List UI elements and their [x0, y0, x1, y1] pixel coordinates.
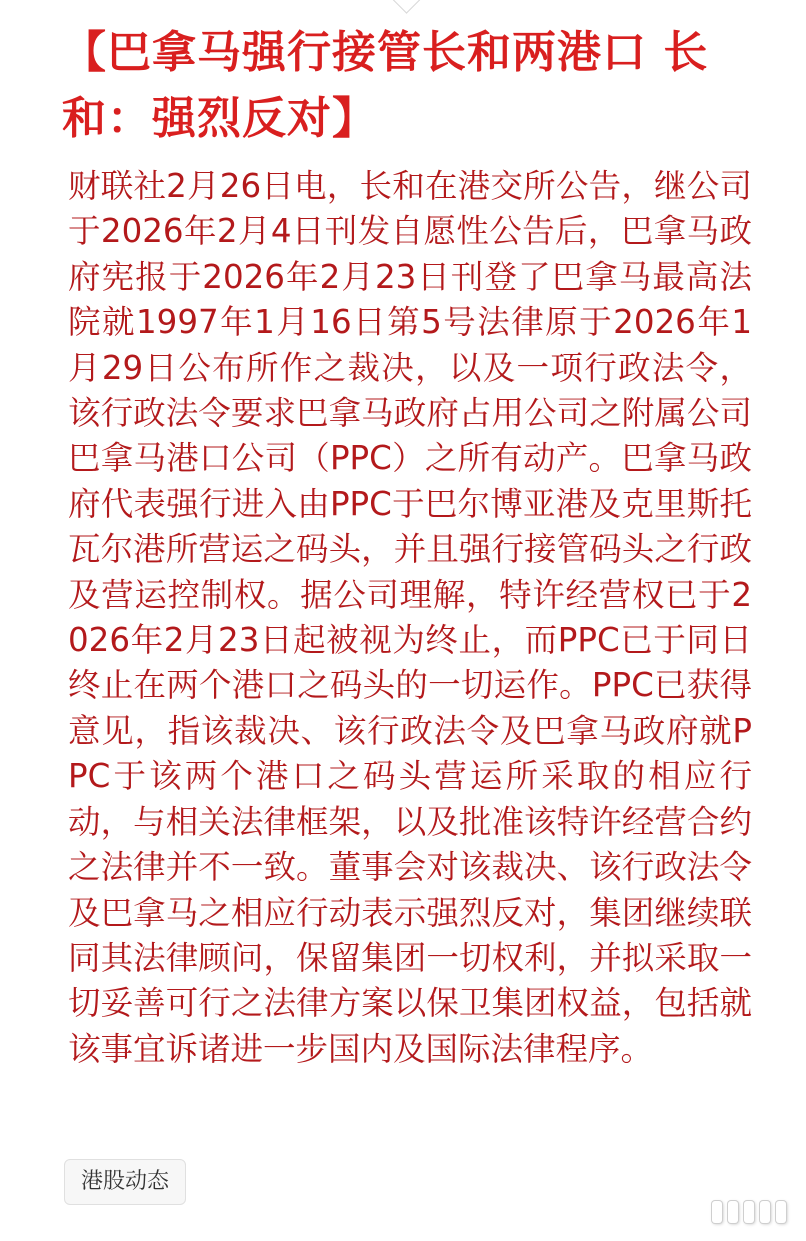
article-headline: 【巴拿马强行接管长和两港口 长和：强烈反对】 [62, 27, 709, 144]
watermark-bar [728, 1201, 738, 1223]
app-watermark-icon [706, 1201, 786, 1223]
watermark-bar [760, 1201, 770, 1223]
watermark-bar [712, 1201, 722, 1223]
watermark-bar [776, 1201, 786, 1223]
topic-tag[interactable]: 港股动态 [64, 1159, 186, 1205]
news-article [62, 20, 752, 1072]
article-body: 财联社2月26日电，长和在港交所公告，继公司于2026年2月4日刊发自愿性公告后，巴拿马政府宪报于2026年2月23日刊登了巴拿马最高法院就1997年1月16日第5号法律原于2026年1月29日公布所作之裁决，以及一项行政法令，该行政法令要求巴拿马政府占用公司之附属公司巴拿马港口公司（PPC）之所有动产。巴拿马政府代表强行进入由PPC于巴尔博亚港及克里斯托瓦尔港所营运之码头，并且强行接管码头之行政及营运控制权。据公司理解，特许经营权已于2026年2月23日起被视为终止，而PPC已于同日终止在两个港口之码头的一切运作。PPC已获得意见，指该裁决、该行政法令及巴拿马政府就PPC于该两个港口之码头营运所采取的相应行动，与相关法律框架，以及批准该特许经营合约之法律并不一致。董事会对该裁决、该行政法令及巴拿马之相应行动表示强烈反对，集团继续联同其法律顾问，保留集团一切权利，并拟采取一切妥善可行之法律方案以保卫集团权益，包括就该事宜诉诸进一步国内及国际法律程序。 [68, 167, 752, 1068]
watermark-bar [744, 1201, 754, 1223]
top-pointer-notch [390, 0, 423, 14]
